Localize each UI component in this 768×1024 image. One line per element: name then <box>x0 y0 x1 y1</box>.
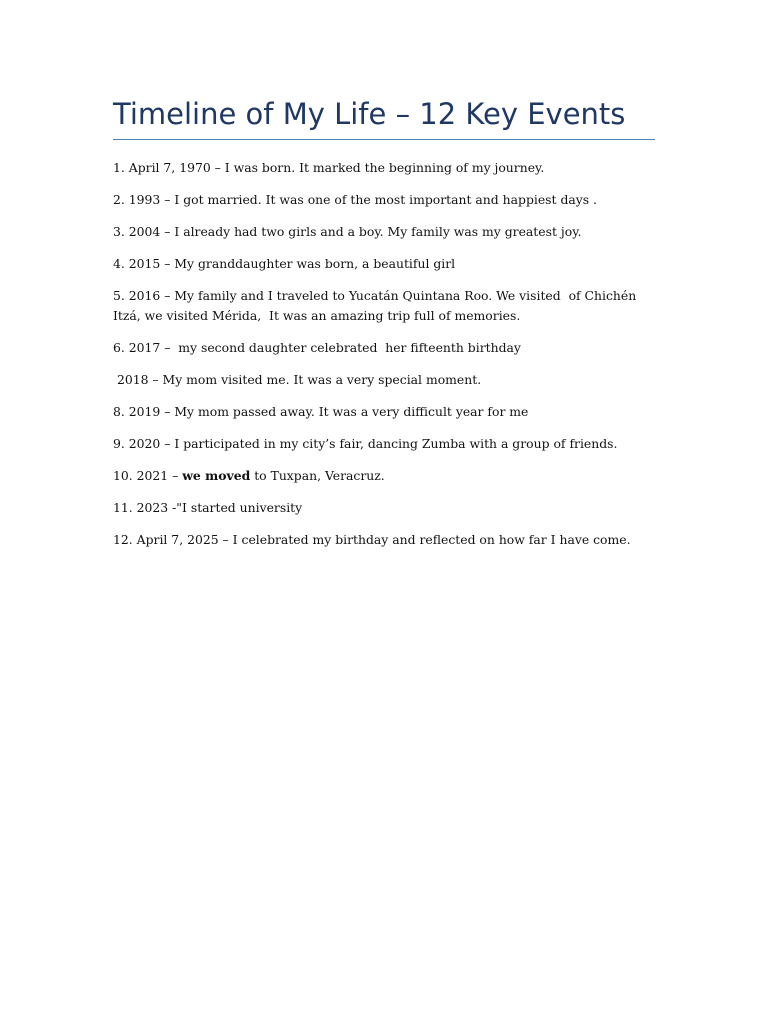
timeline-entry: 4. 2015 – My granddaughter was born, a beautiful girl <box>113 256 456 271</box>
timeline-entry: 8. 2019 – My mom passed away. It was a very difficult year for me <box>113 404 529 419</box>
timeline-entry: 3. 2004 – I already had two girls and a boy. My family was my greatest joy. <box>113 224 582 239</box>
timeline-entry: 2018 – My mom visited me. It was a very special moment. <box>113 372 482 387</box>
timeline-entry <box>113 466 658 486</box>
timeline-entry: 9. 2020 – I participated in my city’s fair, dancing Zumba with a group of friends. <box>113 436 618 451</box>
entry-bold-text: we moved <box>182 468 251 483</box>
entry-suffix: to Tuxpan, Veracruz. <box>250 468 385 483</box>
document-title: Timeline of My Life – 12 Key Events <box>113 97 626 131</box>
timeline-entry: 11. 2023 -"I started university <box>113 500 303 515</box>
timeline-entry: 5. 2016 – My family and I traveled to Yucatán Quintana Roo. We visited of Chichén Itzá, we visited Mérida, It was an amazing trip full of memories. <box>113 288 641 323</box>
timeline-list <box>113 158 658 562</box>
title-underline-rule <box>113 139 655 140</box>
timeline-entry: 12. April 7, 2025 – I celebrated my birthday and reflected on how far I have come. <box>113 532 631 547</box>
entry-prefix: 10. 2021 – <box>113 468 183 483</box>
timeline-entry: 2. 1993 – I got married. It was one of the most important and happiest days . <box>113 192 597 207</box>
timeline-entry: 6. 2017 – my second daughter celebrated her fifteenth birthday <box>113 340 521 355</box>
timeline-entry: 1. April 7, 1970 – I was born. It marked the beginning of my journey. <box>113 160 545 175</box>
